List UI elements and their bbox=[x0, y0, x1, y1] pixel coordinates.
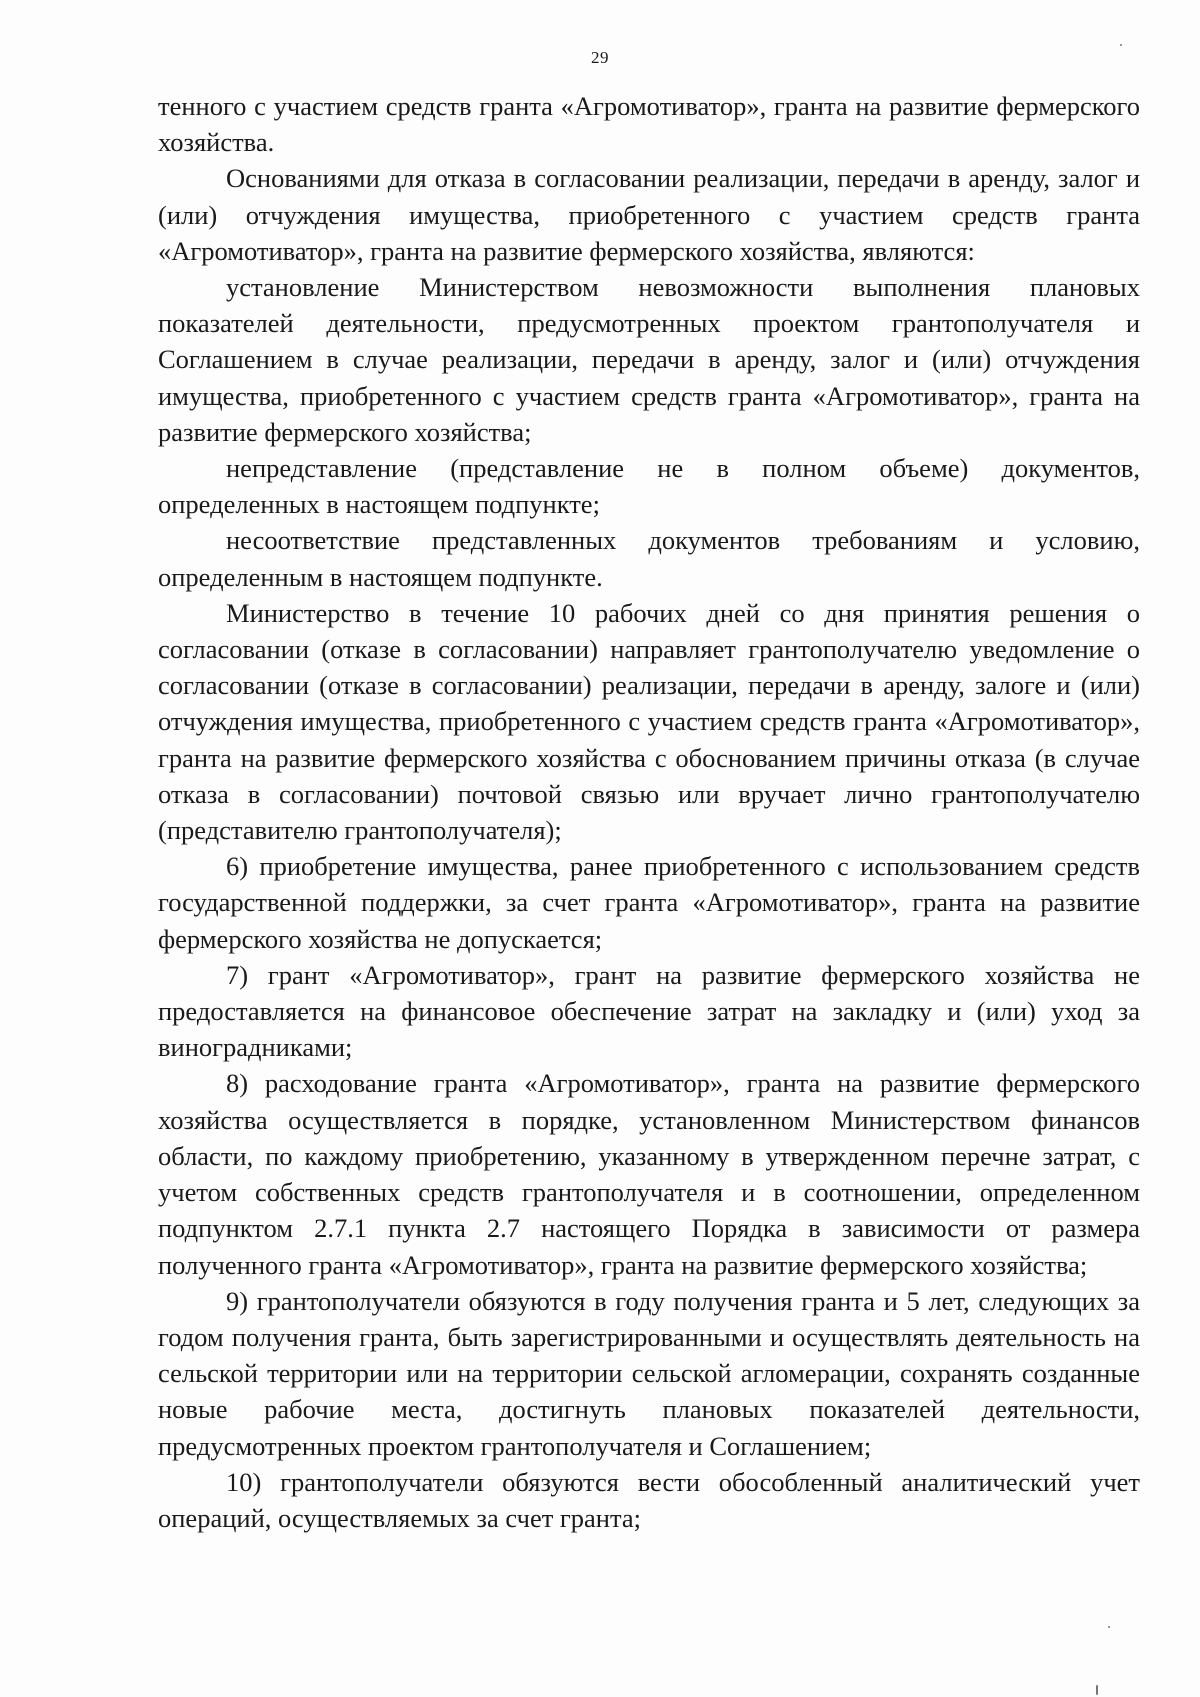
paragraph-ground-3: несоответствие представленных документов требованиям и условию, определенным в настоящем подпункте. bbox=[158, 525, 1140, 592]
paragraph-ministry-notice: Министерство в течение 10 рабочих дней со дня принятия решения о согласовании (отказе в согласовании) направляет грантополучателю уведомление о согласовании (отказе в согласовании) реализации, передачи в аренду, залоге и (или) отчуждения имущества, приобретенного с участием средств гранта «Агромотиватор», гранта на развитие фермерского хозяйства с обоснованием причины отказа (в случае отказа в согласовании) почтовой связью или вручает лично грантополучателю (представителю грантополучателя); bbox=[158, 597, 1140, 846]
paragraph-item-8: 8) расходование гранта «Агромотиватор», гранта на развитие фермерского хозяйства осуществляется в порядке, установленном Министерством финансов области, по каждому приобретению, указанному в утвержденном перечне затрат, с учетом собственных средств грантополучателя и в соотношении, определенном подпунктом 2.7.1 пункта 2.7 настоящего Порядка в зависимости от размера полученного гранта «Агромотиватор», гранта на развитие фермерского хозяйства; bbox=[158, 1068, 1140, 1280]
paragraph-continuation: тенного с участием средств гранта «Агромотиватор», гранта на развитие фермерского хозяйства. bbox=[158, 91, 1140, 158]
document-body bbox=[158, 88, 1140, 1536]
scan-speck bbox=[1096, 1685, 1098, 1695]
paragraph-item-6: 6) приобретение имущества, ранее приобретенного с использованием средств государственной поддержки, за счет гранта «Агромотиватор», гранта на развитие фермерского хозяйства не допускается; bbox=[158, 851, 1140, 954]
scan-speck bbox=[1120, 44, 1122, 46]
paragraph-ground-2: непредставление (представление не в полном объеме) документов, определенных в настоящем подпункте; bbox=[158, 453, 1140, 520]
paragraph-item-7: 7) грант «Агромотиватор», грант на развитие фермерского хозяйства не предоставляется на финансовое обеспечение затрат на закладку и (или) уход за виноградниками; bbox=[158, 959, 1140, 1063]
paragraph-ground-1: установление Министерством невозможности выполнения плановых показателей деятельности, предусмотренных проектом грантополучателя и Соглашением в случае реализации, передачи в аренду, залог и (или) отчуждения имущества, приобретенного с участием средств гранта «Агромотиватор», гранта на развитие фермерского хозяйства; bbox=[158, 272, 1140, 447]
paragraph-refusal-grounds: Основаниями для отказа в согласовании реализации, передачи в аренду, залог и (или) отчуждения имущества, приобретенного с участием средств гранта «Агромотиватор», гранта на развитие фермерского хозяйства, являются: bbox=[158, 163, 1140, 266]
paragraph-item-9: 9) грантополучатели обязуются в году получения гранта и 5 лет, следующих за годом получения гранта, быть зарегистрированными и осуществлять деятельность на сельской территории или на территории сельской агломерации, сохранять созданные новые рабочие места, достигнуть плановых показателей деятельности, предусмотренных проектом грантополучателя и Соглашением; bbox=[158, 1285, 1140, 1461]
scan-speck bbox=[1108, 1626, 1110, 1628]
page-number: 29 bbox=[591, 48, 609, 67]
paragraph-item-10: 10) грантополучатели обязуются вести обособленный аналитический учет операций, осуществляемых за счет гранта; bbox=[158, 1466, 1140, 1533]
